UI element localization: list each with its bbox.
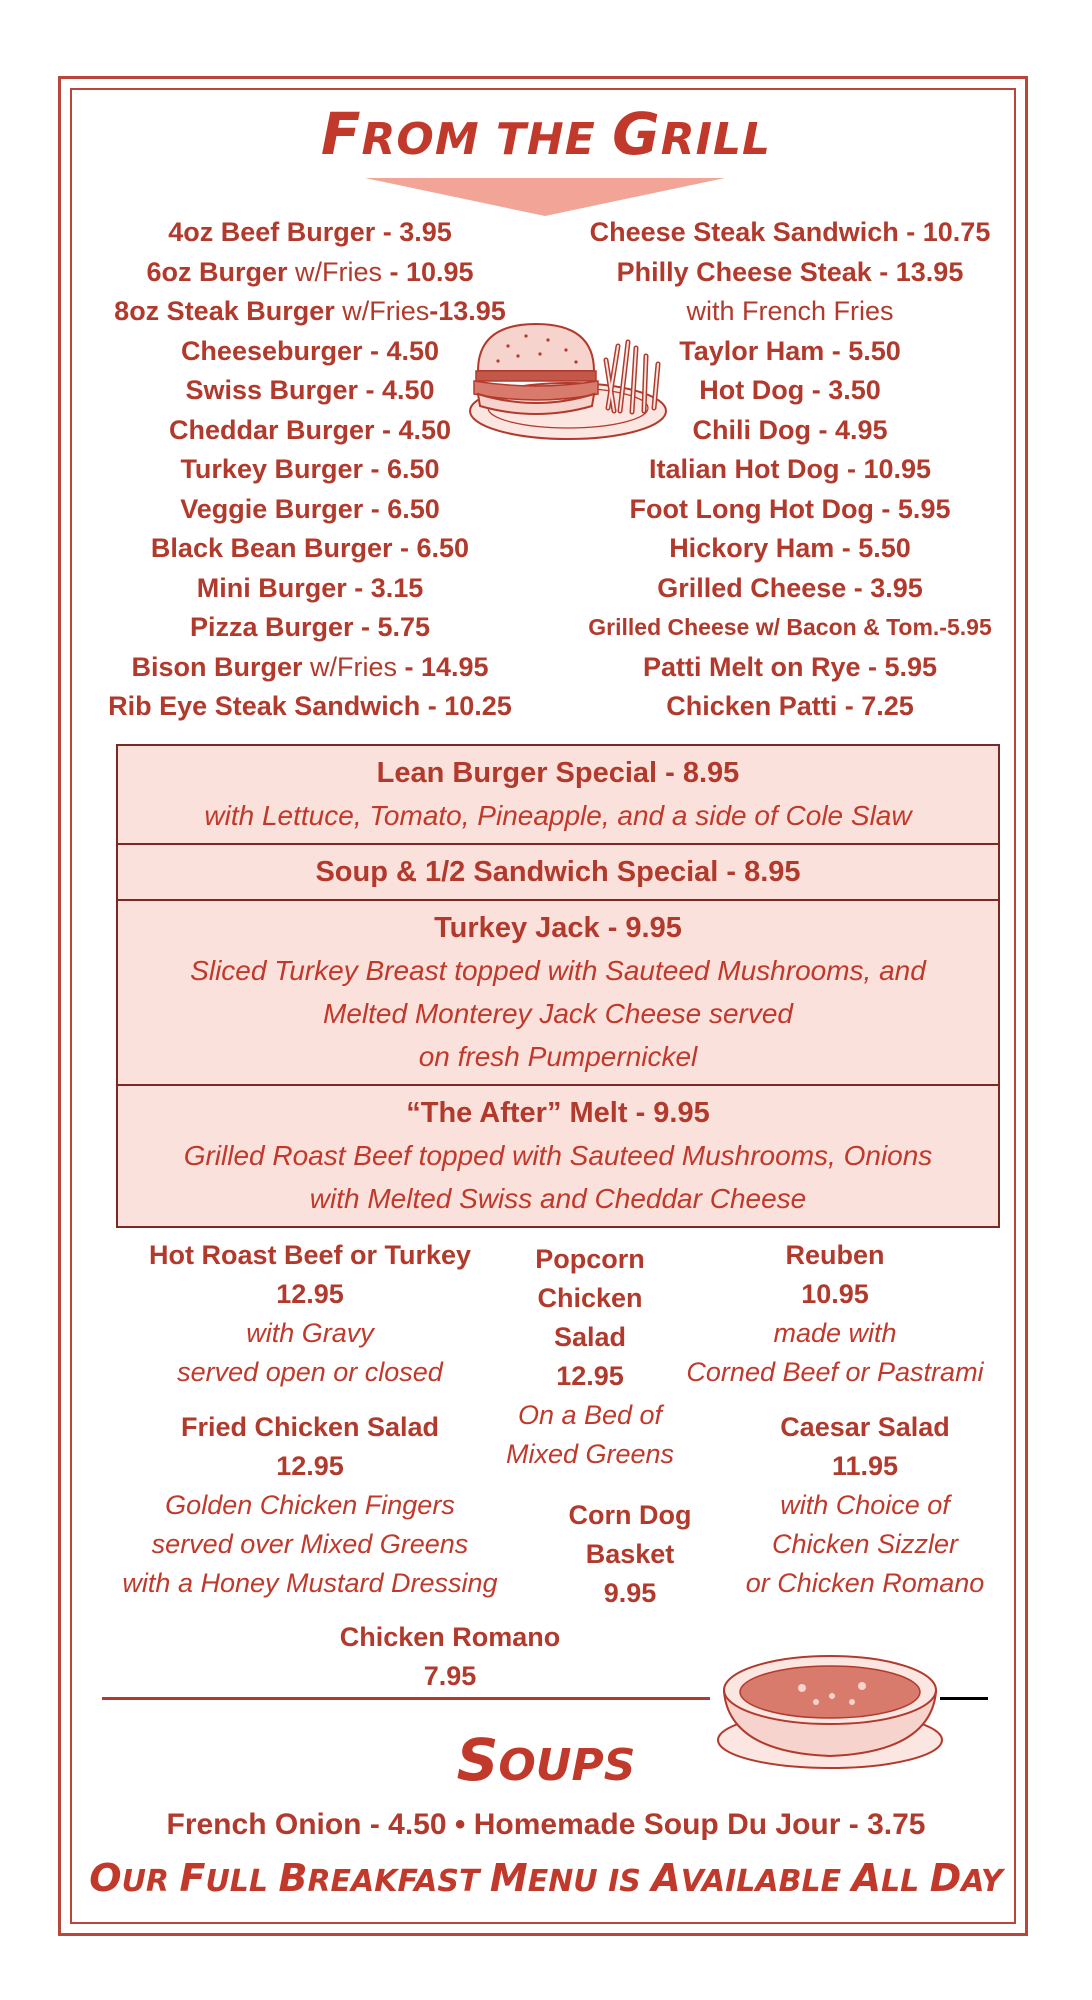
item-price: 12.95 bbox=[556, 1361, 624, 1391]
item-title: Chicken Romano bbox=[339, 1622, 561, 1652]
specials-table bbox=[116, 744, 1000, 1228]
special-description: Melted Monterey Jack Cheese served bbox=[323, 998, 793, 1029]
item-price: 12.95 bbox=[276, 1451, 344, 1481]
item-reuben bbox=[670, 1236, 1000, 1392]
item-title: Corn Dog bbox=[568, 1500, 692, 1530]
grill-left-column bbox=[90, 213, 530, 727]
menu-item: Taylor Ham - 5.50 bbox=[679, 335, 901, 366]
special-description: with Lettuce, Tomato, Pineapple, and a side of Cole Slaw bbox=[204, 800, 912, 831]
item-description: Corned Beef or Pastrami bbox=[686, 1357, 984, 1387]
menu-item: Cheddar Burger - 4.50 bbox=[168, 414, 452, 445]
menu-item: Mini Burger - 3.15 bbox=[196, 572, 424, 603]
menu-item: 4oz Beef Burger - 3.95 bbox=[168, 217, 452, 247]
menu-item: Hickory Ham - 5.50 bbox=[669, 533, 911, 563]
title-arrow-decoration bbox=[365, 178, 725, 216]
item-title: Reuben bbox=[785, 1240, 885, 1270]
item-description: with a Honey Mustard Dressing bbox=[122, 1568, 498, 1598]
menu-item: 6oz Burger w/Fries - 10.95 bbox=[146, 256, 474, 287]
menu-item: Chili Dog - 4.95 bbox=[692, 414, 888, 445]
item-hot-roast-beef bbox=[100, 1236, 520, 1392]
item-description: Chicken Sizzler bbox=[771, 1529, 959, 1559]
special-description: on fresh Pumpernickel bbox=[418, 1041, 698, 1072]
special-title: Soup & 1/2 Sandwich Special - 8.95 bbox=[315, 856, 801, 888]
item-price: 10.95 bbox=[801, 1279, 869, 1309]
menu-item: Cheese Steak Sandwich - 10.75 bbox=[589, 217, 991, 247]
item-price: 7.95 bbox=[423, 1661, 477, 1691]
menu-item: Patti Melt on Rye - 5.95 bbox=[642, 651, 938, 682]
special-soup-sandwich bbox=[118, 845, 998, 901]
menu-item: Italian Hot Dog - 10.95 bbox=[648, 454, 932, 484]
item-title: Salad bbox=[553, 1322, 627, 1352]
menu-item: Pizza Burger - 5.75 bbox=[189, 612, 431, 642]
item-description: served over Mixed Greens bbox=[151, 1529, 469, 1559]
section-divider bbox=[102, 1697, 710, 1700]
item-title: Basket bbox=[585, 1539, 675, 1569]
menu-item: 8oz Steak Burger w/Fries-13.95 bbox=[114, 296, 506, 326]
menu-item: Philly Cheese Steak - 13.95 bbox=[616, 256, 964, 287]
special-title: Lean Burger Special - 8.95 bbox=[376, 757, 740, 789]
special-turkey-jack bbox=[118, 901, 998, 1086]
item-fried-chicken-salad bbox=[100, 1408, 520, 1603]
item-description: or Chicken Romano bbox=[745, 1568, 985, 1598]
menu-item: Chicken Patti - 7.25 bbox=[666, 691, 914, 721]
item-description: made with bbox=[773, 1318, 897, 1348]
item-description: with Choice of bbox=[780, 1490, 950, 1520]
item-price: 11.95 bbox=[831, 1451, 899, 1481]
menu-item: Black Bean Burger - 6.50 bbox=[150, 533, 470, 563]
item-description: served open or closed bbox=[177, 1357, 443, 1387]
special-description: Sliced Turkey Breast topped with Sauteed Mushrooms, and bbox=[190, 955, 926, 986]
breakfast-notice: OUR FULL BREAKFAST MENU IS AVAILABLE ALL DAY bbox=[89, 1856, 1003, 1900]
item-description: Golden Chicken Fingers bbox=[165, 1490, 455, 1520]
special-lean-burger bbox=[118, 746, 998, 845]
item-title: Fried Chicken Salad bbox=[180, 1412, 440, 1442]
menu-item: Foot Long Hot Dog - 5.95 bbox=[629, 493, 951, 524]
item-price: 12.95 bbox=[276, 1279, 344, 1309]
soups-list: French Onion - 4.50 • Homemade Soup Du Jour - 3.75 bbox=[166, 1808, 926, 1841]
item-title: Chicken bbox=[537, 1283, 643, 1313]
menu-item: Hot Dog - 3.50 bbox=[699, 375, 881, 405]
item-popcorn-chicken-salad bbox=[490, 1240, 690, 1474]
item-description: On a Bed of bbox=[517, 1400, 663, 1430]
item-price: 9.95 bbox=[603, 1578, 657, 1608]
menu-item: Turkey Burger - 6.50 bbox=[180, 454, 440, 484]
menu-item: Bison Burger w/Fries - 14.95 bbox=[131, 651, 489, 682]
special-after-melt bbox=[118, 1086, 998, 1226]
item-description: with Gravy bbox=[246, 1318, 374, 1348]
item-corn-dog-basket bbox=[530, 1496, 730, 1613]
section-title-soups: SOUPS bbox=[456, 1726, 636, 1794]
menu-item: Veggie Burger - 6.50 bbox=[180, 493, 440, 524]
menu-item: Grilled Cheese - 3.95 bbox=[657, 572, 923, 603]
special-title: Turkey Jack - 9.95 bbox=[434, 912, 682, 944]
special-title: “The After” Melt - 9.95 bbox=[406, 1097, 710, 1129]
item-title: Popcorn bbox=[535, 1244, 645, 1274]
menu-item: Grilled Cheese w/ Bacon & Tom.-5.95 bbox=[588, 614, 992, 640]
item-chicken-romano bbox=[290, 1618, 610, 1696]
grill-right-column bbox=[560, 213, 1020, 727]
item-description: Mixed Greens bbox=[505, 1439, 675, 1469]
menu-item: Rib Eye Steak Sandwich - 10.25 bbox=[108, 691, 512, 721]
menu-item: Cheeseburger - 4.50 bbox=[180, 335, 440, 366]
item-caesar-salad bbox=[730, 1408, 1000, 1603]
menu-item-note: with French Fries bbox=[686, 296, 894, 326]
special-description: with Melted Swiss and Cheddar Cheese bbox=[309, 1183, 807, 1214]
section-title-grill: FROM THE GRILL bbox=[320, 100, 772, 168]
item-title: Caesar Salad bbox=[780, 1412, 950, 1442]
item-title: Hot Roast Beef or Turkey bbox=[148, 1240, 472, 1270]
special-description: Grilled Roast Beef topped with Sauteed Mushrooms, Onions bbox=[183, 1140, 933, 1171]
menu-item: Swiss Burger - 4.50 bbox=[185, 375, 435, 405]
